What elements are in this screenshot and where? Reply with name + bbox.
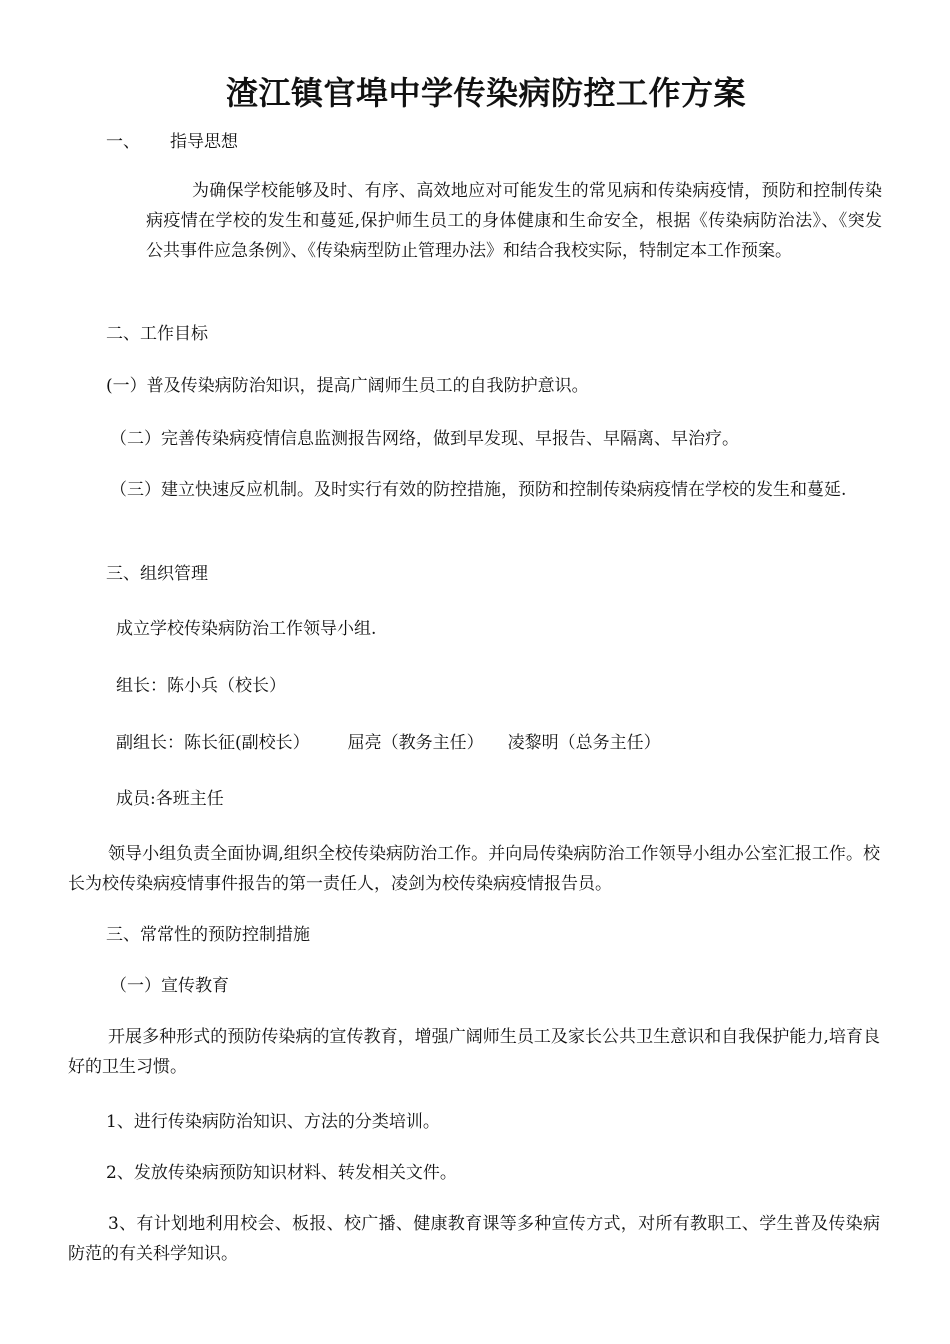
deputy-2: 屈亮（教务主任） [347, 733, 484, 753]
group-intro: 成立学校传染病防治工作领导小组. [116, 619, 377, 639]
section-1-number: 一、 [106, 132, 140, 152]
subsection-publicity-heading: （一）宣传教育 [110, 976, 229, 996]
section-1-title: 指导思想 [170, 132, 238, 152]
deputy-1: 副组长：陈长征(副校长） [116, 733, 310, 753]
publicity-item-2: 2、发放传染病预防知识材料、转发相关文件。 [106, 1163, 457, 1183]
publicity-item-3: 3、有计划地利用校会、板报、校广播、健康教育课等多种宣传方式，对所有教职工、学生普及传染病防范的有关科学知识。 [68, 1214, 880, 1264]
group-deputies [116, 731, 661, 755]
group-leader: 组长：陈小兵（校长） [116, 676, 286, 696]
section-1-body: 为确保学校能够及时、有序、高效地应对可能发生的常见病和传染病疫情，预防和控制传染病疫情在学校的发生和蔓延,保护师生员工的身体健康和生命安全，根据《传染病防治法》、《突发公共事件应急条例》、《传染病型防止管理办法》和结合我校实际，特制定本工作预案。 [146, 181, 882, 261]
section-2-heading: 二、工作目标 [106, 324, 208, 344]
goal-2: （二）完善传染病疫情信息监测报告网络，做到早发现、早报告、早隔离、早治疗。 [110, 429, 739, 449]
group-duty: 领导小组负责全面协调,组织全校传染病防治工作。并向局传染病防治工作领导小组办公室汇报工作。校长为校传染病疫情事件报告的第一责任人，凌剑为校传染病疫情报告员。 [68, 844, 880, 894]
section-1-heading [106, 130, 238, 154]
section-4-heading: 三、常常性的预防控制措施 [106, 925, 310, 945]
publicity-item-1: 1、进行传染病防治知识、方法的分类培训。 [106, 1112, 440, 1132]
group-members: 成员:各班主任 [116, 789, 224, 809]
subsection-publicity-body: 开展多种形式的预防传染病的宣传教育，增强广阔师生员工及家长公共卫生意识和自我保护能力,培育良好的卫生习惯。 [68, 1027, 880, 1077]
goal-1: (一）普及传染病防治知识，提高广阔师生员工的自我防护意识。 [106, 376, 589, 396]
deputy-3: 凌黎明（总务主任） [507, 733, 661, 753]
goal-3: （三）建立快速反应机制。及时实行有效的防控措施，预防和控制传染病疫情在学校的发生和蔓延. [110, 480, 847, 500]
document-title: 渣江镇官埠中学传染病防控工作方案 [226, 74, 747, 112]
section-3-heading: 三、组织管理 [106, 564, 208, 584]
